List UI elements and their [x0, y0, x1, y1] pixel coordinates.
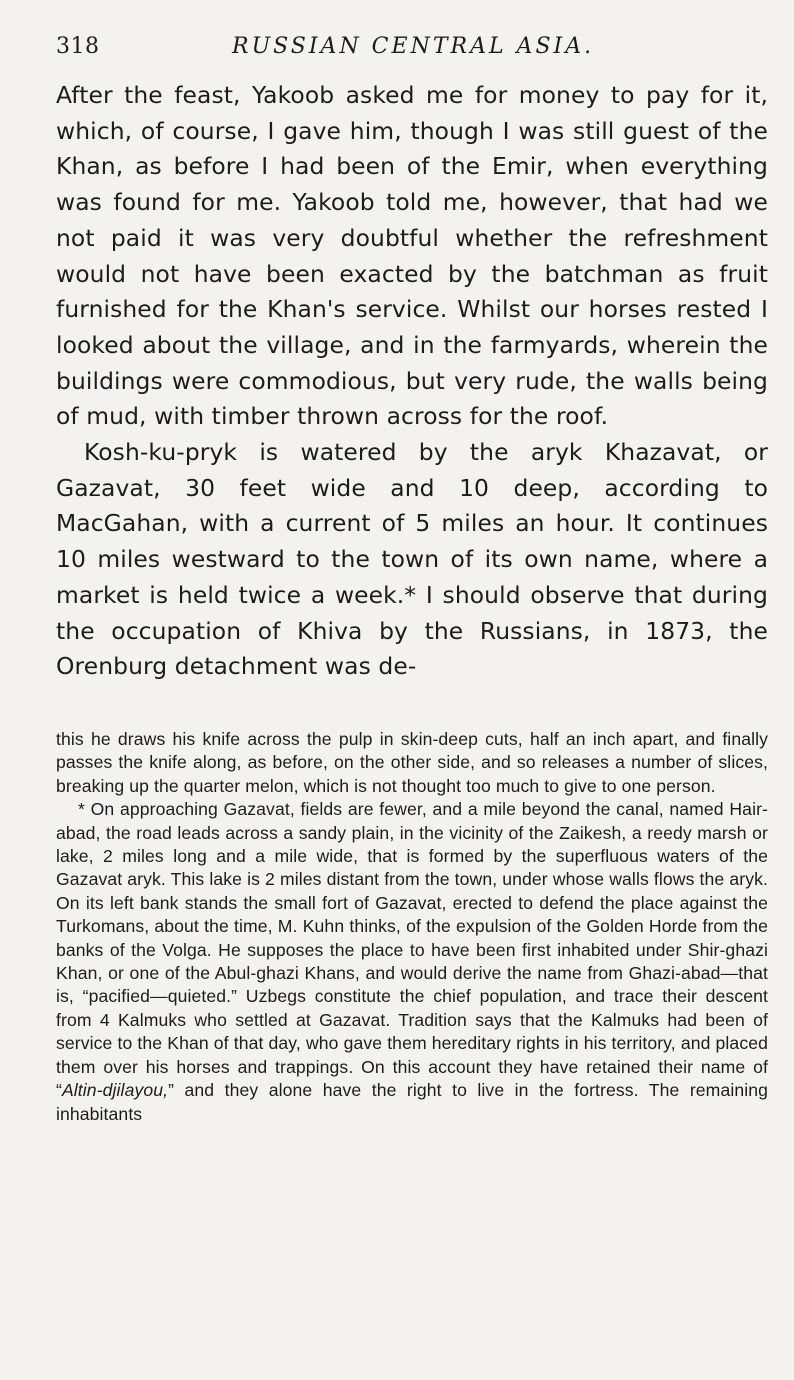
footnote-continuation: this he draws his knife across the pulp in skin-deep cuts, half an inch apart, and finally passes the knife along, as before, on the other side, and so releases a number of slices, breaking up the quarter melon, which is not thought too much to give to one person.	[56, 729, 768, 796]
footnote-italic-term: Altin-djilayou,	[61, 1080, 169, 1101]
footnotes	[56, 728, 768, 1126]
running-head	[56, 34, 768, 68]
footnote-text-end: ” and they alone have the right to live in the fortress. The remaining inhabitants	[56, 1080, 768, 1124]
page-number: 318	[56, 34, 100, 59]
footnote-gazavat	[56, 798, 768, 1126]
running-title: RUSSIAN CENTRAL ASIA.	[232, 34, 595, 59]
main-text	[56, 78, 768, 685]
footnote-text-start: * On approaching Gazavat, fields are fewer, and a mile beyond the canal, named Hair-abad, the road leads across a sandy plain, in the vicinity of the Zaikesh, a reedy marsh or lake, 2 miles long and a mile wide, that is formed by the superfluous waters of the Gazavat aryk. This lake is 2 miles distant from the town, under whose walls flows the aryk. On its left bank stands the small fort of Gazavat, erected to defend the place against the Turkomans, about the time, M. Kuhn thinks, of the expulsion of the Golden Horde from the banks of the Volga. He supposes the place to have been first inhabited under Shir-ghazi Khan, or one of the Abul-ghazi Khans, and would derive the name from Ghazi-abad—that is, “pacified—quieted.” Uzbegs constitute the chief population, and trace their descent from 4 Kalmuks who settled at Gazavat. Tradition says that the Kalmuks had been of service to the Khan of that day, who gave them hereditary rights in his territory, and placed them over his horses and trappings. On this account they have retained their name of “	[56, 799, 768, 1101]
body-paragraph-1: After the feast, Yakoob asked me for money to pay for it, which, of course, I gave him, though I was still guest of the Khan, as before I had been of the Emir, when everything was found for me. Yakoob told me, however, that had we not paid it was very doubtful whether the refreshment would not have been exacted by the batchman as fruit furnished for the Khan's service. Whilst our horses rested I looked about the village, and in the farmyards, wherein the buildings were commodious, but very rude, the walls being of mud, with timber thrown across for the roof.	[56, 81, 768, 431]
body-paragraph-2: Kosh-ku-pryk is watered by the aryk Khazavat, or Gazavat, 30 feet wide and 10 deep, according to MacGahan, with a current of 5 miles an hour. It continues 10 miles westward to the town of its own name, where a market is held twice a week.* I should observe that during the occupation of Khiva by the Russians, in 1873, the Orenburg detachment was de-	[56, 438, 768, 681]
